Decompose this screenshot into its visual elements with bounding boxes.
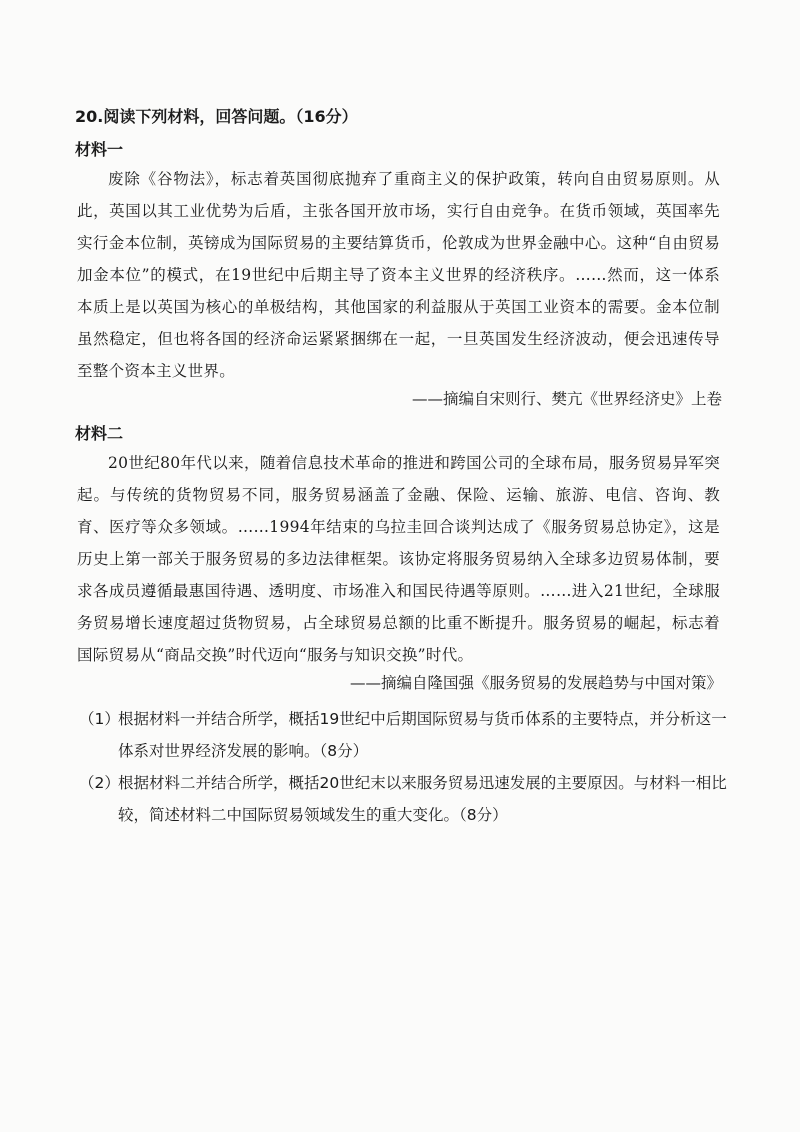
sub-question-1	[79, 703, 729, 767]
sub-question-1-number: （1）	[79, 710, 120, 728]
sub-question-1-text: 根据材料一并结合所学，概括19世纪中后期国际贸易与货币体系的主要特点，并分析这一体系对世界经济发展的影响。（8分）	[118, 710, 727, 760]
question-title: 20.阅读下列材料，回答问题。（16分）	[75, 107, 358, 126]
material-one-text: 废除《谷物法》，标志着英国彻底抛弃了重商主义的保护政策，转向自由贸易原则。从此，英国以其工业优势为后盾，主张各国开放市场，实行自由竞争。在货币领域，英国率先实行金本位制，英镑成为国际贸易的主要结算货币，伦敦成为世界金融中心。这种“自由贸易加金本位”的模式，在19世纪中后期主导了资本主义世界的经济秩序。……然而，这一体系本质上是以英国为核心的单极结构，其他国家的利益服从于英国工业资本的需要。金本位制虽然稳定，但也将各国的经济命运紧紧捆绑在一起，一旦英国发生经济波动，便会迅速传导至整个资本主义世界。	[77, 170, 720, 380]
material-two-source: ——摘编自隆国强《服务贸易的发展趋势与中国对策》	[349, 674, 722, 692]
sub-question-2	[79, 767, 729, 831]
sub-question-2-text: 根据材料二并结合所学，概括20世纪末以来服务贸易迅速发展的主要原因。与材料一相比较，简述材料二中国际贸易领域发生的重大变化。（8分）	[118, 774, 727, 824]
material-two-heading: 材料二	[75, 424, 124, 443]
material-two-text: 20世纪80年代以来，随着信息技术革命的推进和跨国公司的全球布局，服务贸易异军突起。与传统的货物贸易不同，服务贸易涵盖了金融、保险、运输、旅游、电信、咨询、教育、医疗等众多领域。……1994年结束的乌拉圭回合谈判达成了《服务贸易总协定》，这是历史上第一部关于服务贸易的多边法律框架。该协定将服务贸易纳入全球多边贸易体制，要求各成员遵循最惠国待遇、透明度、市场准入和国民待遇等原则。……进入21世纪，全球服务贸易增长速度超过货物贸易，占全球贸易总额的比重不断提升。服务贸易的崛起，标志着国际贸易从“商品交换”时代迈向“服务与知识交换”时代。	[77, 454, 720, 664]
sub-question-2-number: （2）	[79, 774, 120, 792]
material-one-source: ——摘编自宋则行、樊亢《世界经济史》上卷	[411, 390, 722, 408]
material-one-heading: 材料一	[75, 140, 124, 159]
